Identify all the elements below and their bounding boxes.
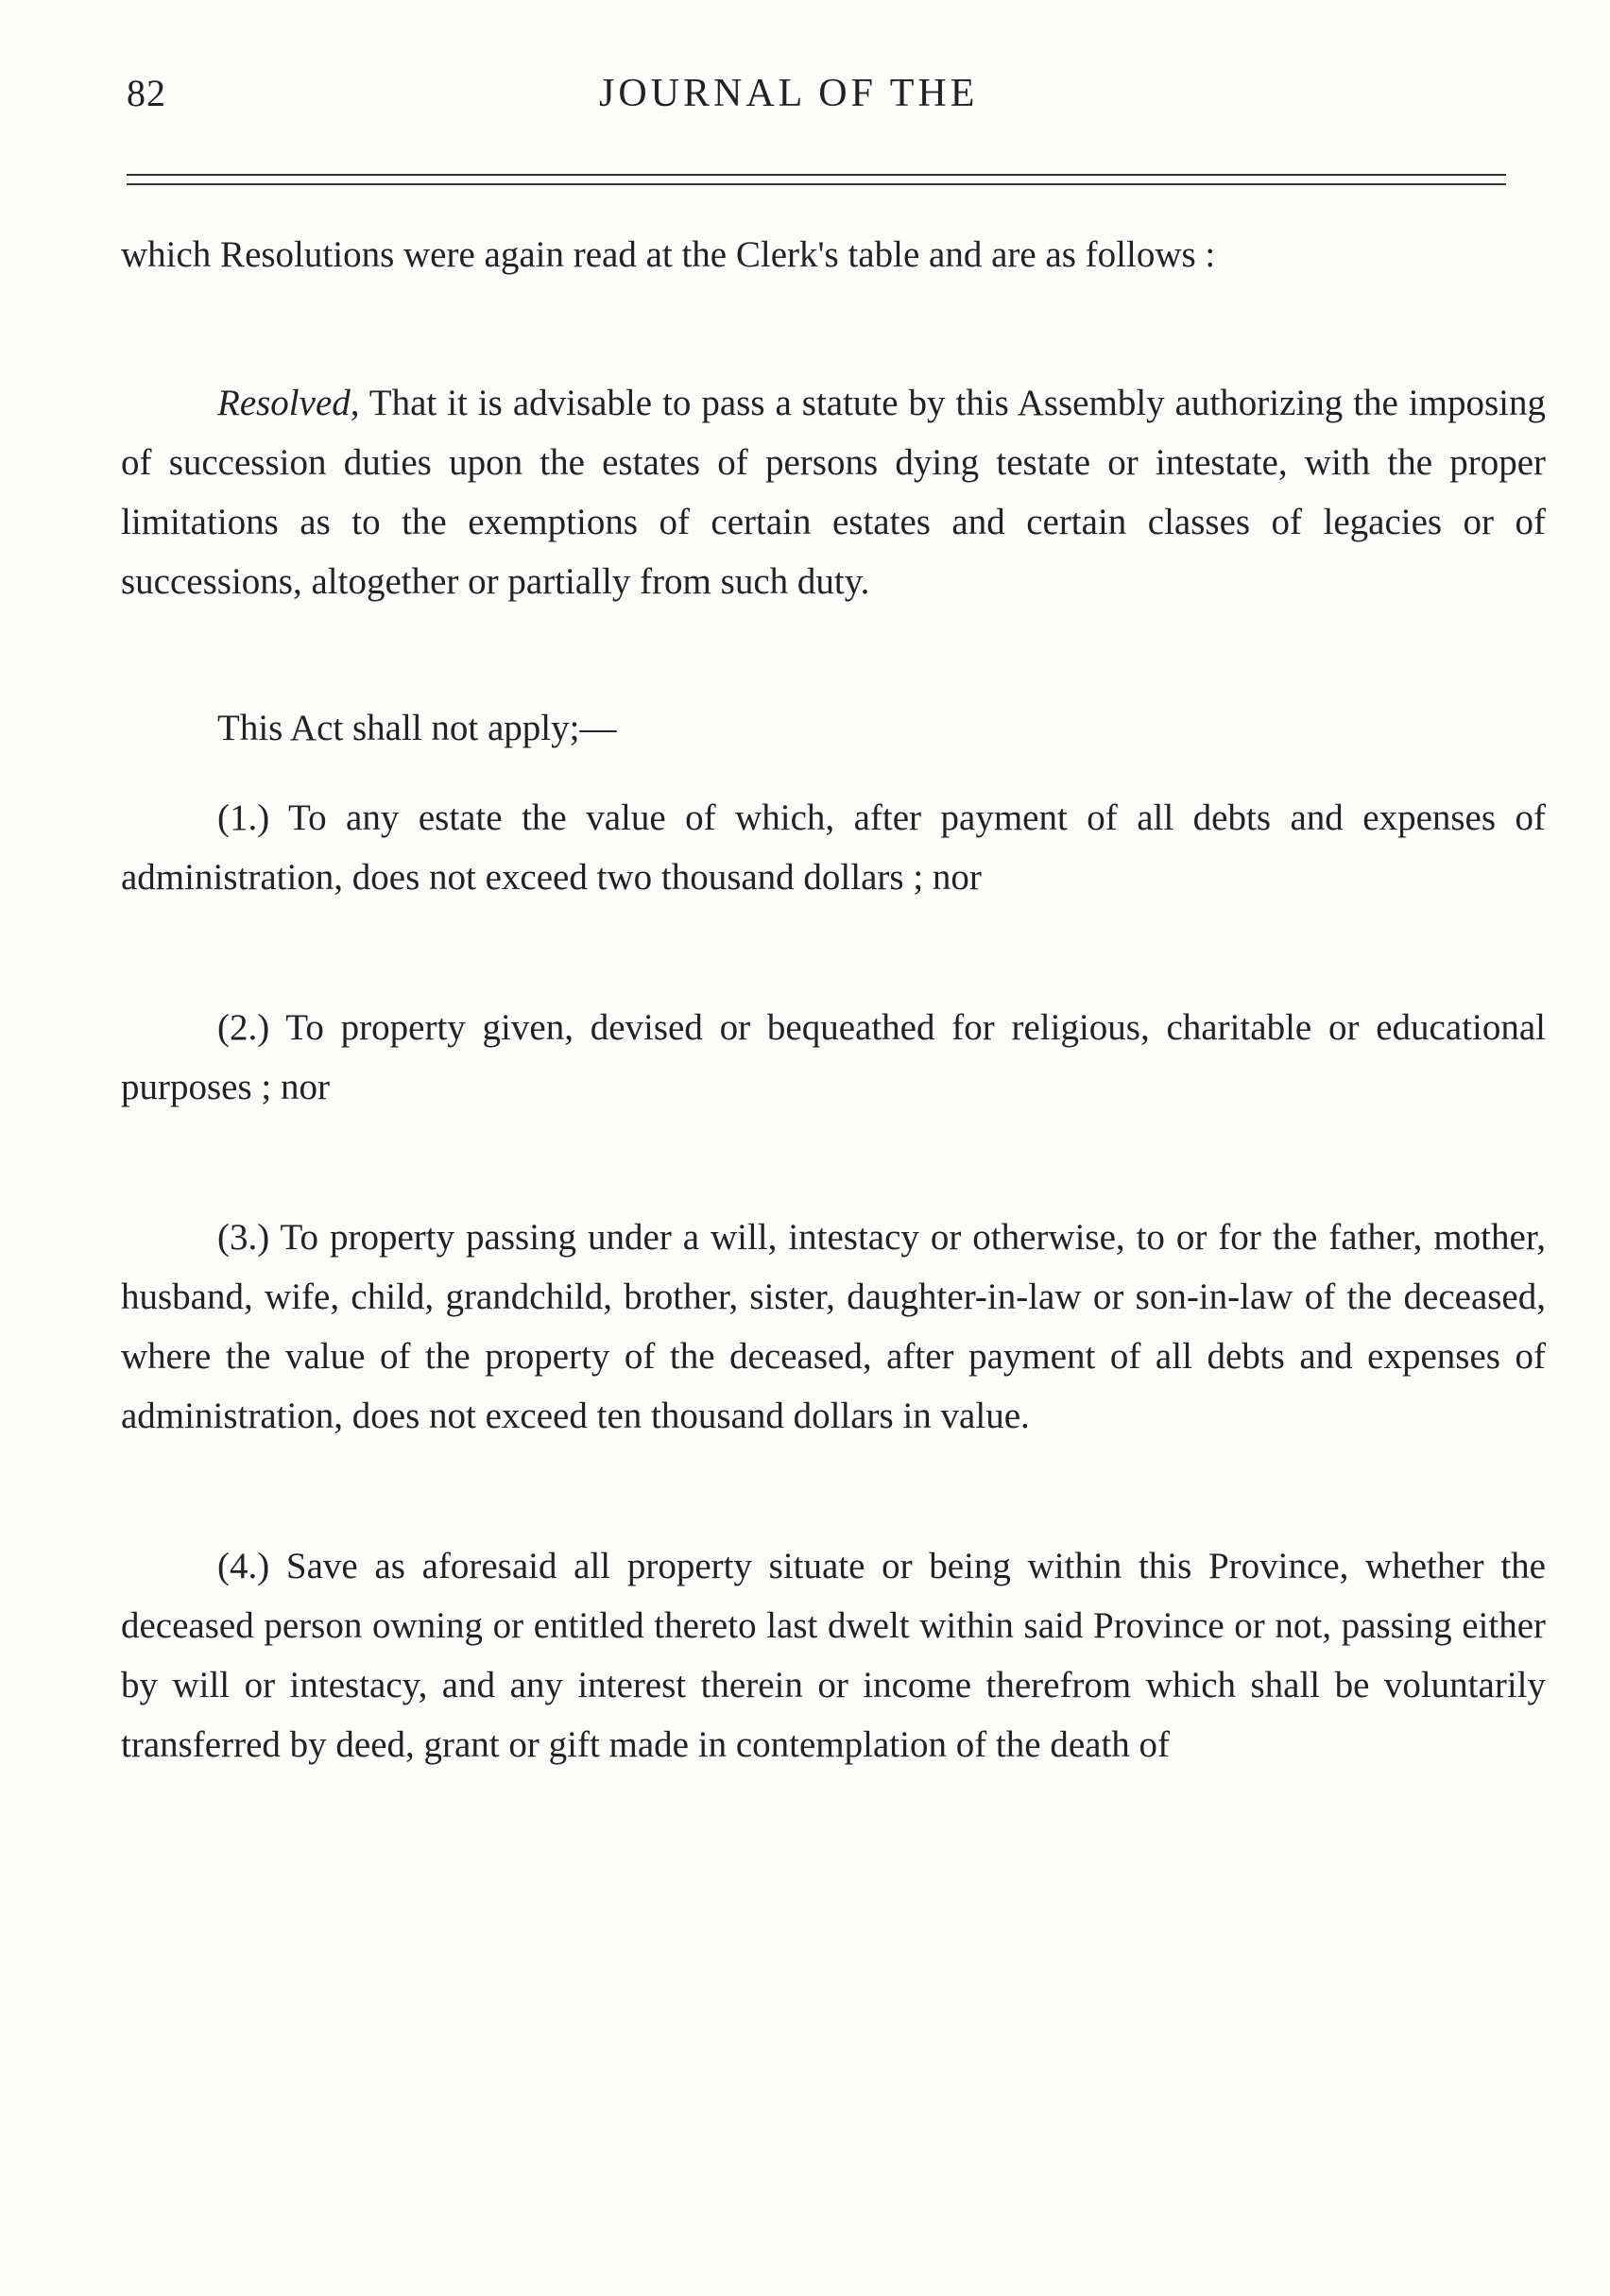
resolution-paragraph <box>121 373 1546 611</box>
clause-4: (4.) Save as aforesaid all property situate or being within this Province, whether the deceased person owning or entitled thereto last dwelt within said Province or not, passing either by will or intestacy, and any interest therein or income therefrom which shall be voluntarily transferred by deed, grant or gift made in contemplation of the death of <box>121 1546 1546 1765</box>
resolved-lead: Resolved, <box>217 383 360 423</box>
clause-2: (2.) To property given, devised or bequeathed for religious, charitable or educational purposes ; nor <box>121 1007 1546 1107</box>
act-heading: This Act shall not apply;— <box>217 708 617 748</box>
clause-3: (3.) To property passing under a will, intestacy or otherwise, to or for the father, mother, husband, wife, child, grandchild, brother, sister, daughter-in-law or son-in-law of the deceased, where the value of the property of the deceased, after payment of all debts and expenses of administration, does not exceed ten thousand dollars in value. <box>121 1217 1546 1436</box>
header-rule-bottom <box>127 183 1506 185</box>
page-number: 82 <box>127 72 166 114</box>
resolution-text: That it is advisable to pass a statute by this Assembly authorizing the imposing of succession duties upon the estates of persons dying testate or intestate, with the proper limitations as to the exemptions of certain estates and certain classes of legacies or of successions, altogether or partially from such duty. <box>121 383 1546 602</box>
body-text <box>121 225 1546 1774</box>
running-head: JOURNAL OF THE <box>599 72 979 115</box>
header-rule-top <box>127 174 1506 176</box>
clause-1: (1.) To any estate the value of which, after payment of all debts and expenses of administration, does not exceed two thousand dollars ; nor <box>121 797 1546 898</box>
page-header <box>127 71 1506 128</box>
intro-paragraph: which Resolutions were again read at the Clerk's table and are as follows : <box>121 234 1216 275</box>
